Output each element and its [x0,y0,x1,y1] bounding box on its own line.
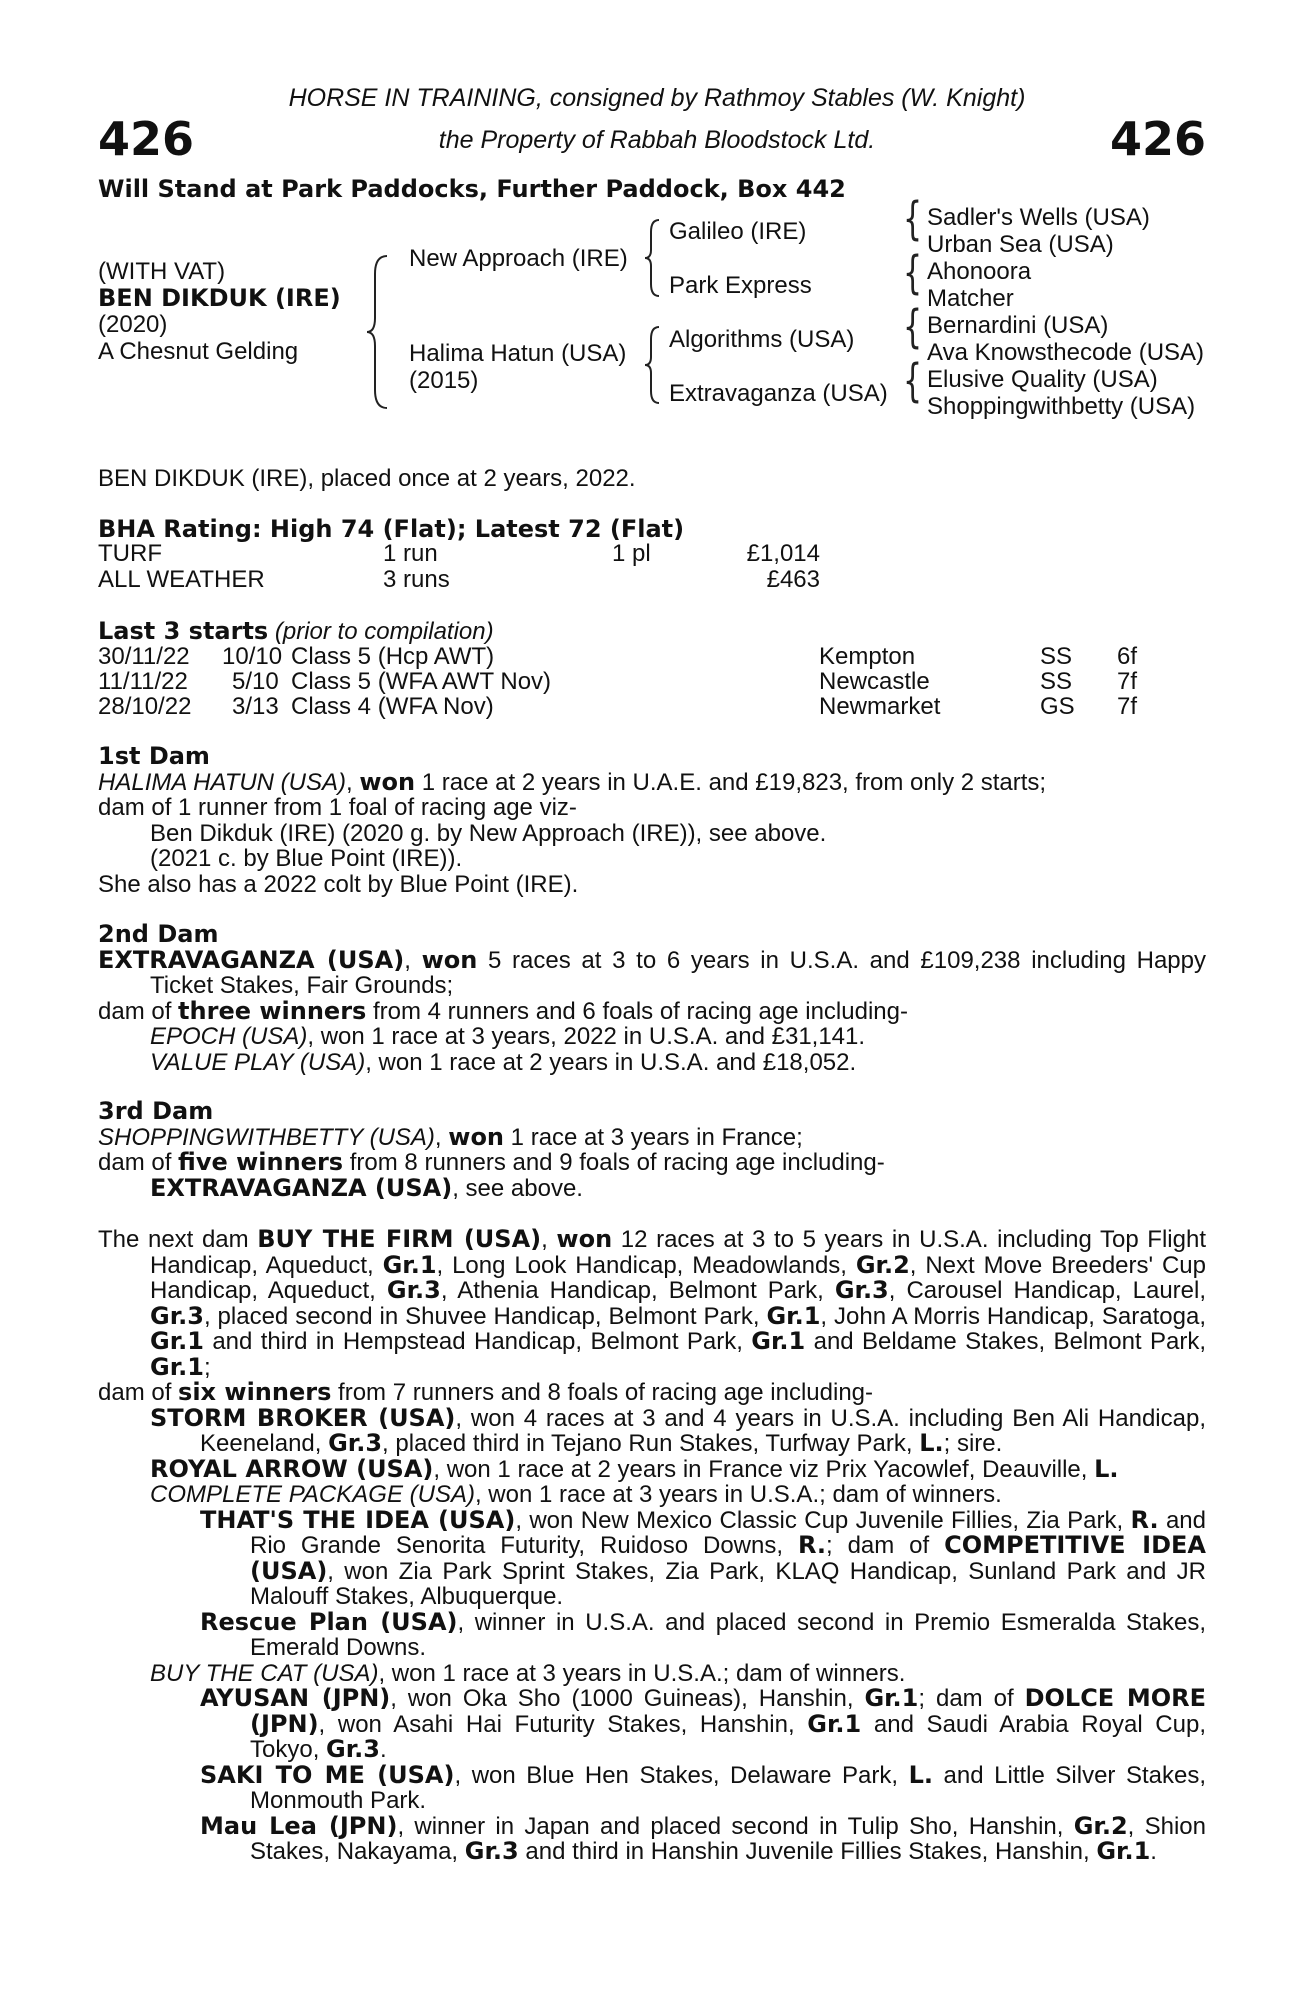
next-dam-produce-summary: dam of six winners from 7 runners and 8 foals of racing age including- [98,1378,874,1406]
vat-note: (WITH VAT) [98,258,226,285]
turf-placed: 1 pl [612,540,651,567]
first-dam-produce-summary: dam of 1 runner from 1 foal of racing age viz- [98,794,577,821]
horse-name: BEN DIKDUK (IRE) [98,284,341,312]
start-position: 10/10 [222,643,283,670]
start-race: Class 5 (Hcp AWT) [291,643,495,670]
start-date: 11/11/22 [98,668,188,695]
progeny-saki-to-me: SAKI TO ME (USA), won Blue Hen Stakes, Delaware Park, L. and Little Silver Stakes, Monmouth Park. [200,1760,1206,1814]
third-dam-name: SHOPPINGWITHBETTY (USA) [98,1123,435,1151]
pedigree-brace-main [365,254,395,410]
start-going: SS [1040,668,1073,695]
start-course: Newcastle [819,668,930,695]
progeny-royal-arrow: ROYAL ARROW (USA), won 1 race at 2 years in France viz Prix Yacowlef, Deauville, L. [150,1454,1119,1483]
first-dam-record: HALIMA HATUN (USA), won 1 race at 2 years in U.A.E. and £19,823, from only 2 starts; [98,767,1047,796]
progeny-buy-the-cat: BUY THE CAT (USA), won 1 race at 3 years in U.S.A.; dam of winners. [150,1659,906,1687]
start-position: 3/13 [232,693,279,720]
lot-number-left: 426 [98,112,195,166]
start-going: SS [1040,643,1073,670]
sire-name: New Approach (IRE) [409,245,628,272]
progeny-mau-lea: Mau Lea (JPN), winner in Japan and placed second in Tulip Sho, Hanshin, Gr.2, Shion Stakes, Nakayama, Gr.3 and third in Hanshin Juvenile Fillies Stakes, Hanshin, Gr.1. [200,1811,1206,1865]
dam-sire-dam: Ava Knowsthecode (USA) [927,339,1205,366]
start-position: 5/10 [232,668,279,695]
aw-earnings: £463 [766,566,820,593]
sire-dam-dam: Matcher [927,285,1014,312]
turf-runs: 1 run [383,540,438,567]
sire-dam-name: Park Express [669,272,812,299]
start-distance: 7f [1117,668,1138,695]
progeny-ayusan: AYUSAN (JPN), won Oka Sho (1000 Guineas), Hanshin, Gr.1; dam of DOLCE MORE (JPN), won Asahi Hai Futurity Stakes, Hanshin, Gr.1 and Saudi Arabia Royal Cup, Tokyo, Gr.3. [200,1684,1206,1763]
turf-surface: TURF [98,540,162,567]
sire-sire-name: Galileo (IRE) [669,218,807,245]
sire-sire-dam: Urban Sea (USA) [927,231,1114,258]
dam-year: (2015) [409,367,479,394]
first-dam-name: HALIMA HATUN (USA) [98,768,347,796]
last-starts-title: Last 3 starts [98,617,269,645]
progeny-storm-broker: STORM BROKER (USA), won 4 races at 3 and 4 years in U.S.A. including Ben Ali Handicap, Keeneland, Gr.3, placed third in Tejano Run Stakes, Turfway Park, L.; sire. [150,1403,1206,1457]
second-dam-heading: 2nd Dam [98,920,219,948]
progeny-rescue-plan: Rescue Plan (USA), winner in U.S.A. and placed second in Premio Esmeralda Stakes, Emerald Downs. [200,1607,1207,1661]
dam-dam-name: Extravaganza (USA) [669,380,888,407]
dam-dam-sire: Elusive Quality (USA) [927,366,1158,393]
brace-ss: { [903,193,923,246]
next-dam-record: The next dam BUY THE FIRM (USA), won 12 races at 3 to 5 years in U.S.A. including Top Flight Handicap, Aqueduct, Gr.1, Long Look Handicap, Meadowlands, Gr.2, Next Move Breeders' Cup Handicap, Aqueduct, Gr.3, Athenia Handicap, Belmont Park, Gr.3, Carousel Handicap, Laurel, Gr.3, placed second in Shuvee Handicap, Belmont Park, Gr.1, John A Morris Handicap, Saratoga, Gr.1 and third in Hempstead Handicap, Belmont Park, Gr.1 and Beldame Stakes, Belmont Park, Gr.1; [98,1225,1207,1381]
third-dam-progeny: EXTRAVAGANZA (USA), see above. [150,1173,583,1202]
bha-rating-title: BHA Rating: High 74 (Flat); Latest 72 (Flat) [98,515,685,543]
turf-earnings: £1,014 [746,540,820,567]
second-dam-name: EXTRAVAGANZA (USA) [98,945,405,974]
start-date: 28/10/22 [98,693,192,720]
second-dam-progeny: VALUE PLAY (USA), won 1 race at 2 years in U.S.A. and £18,052. [150,1048,857,1076]
next-dam-section [98,1227,1206,1865]
horse-year: (2020) [98,311,168,338]
brace-sd: { [903,247,923,300]
start-distance: 6f [1117,643,1138,670]
dam-sire-sire: Bernardini (USA) [927,312,1109,339]
start-course: Kempton [819,643,916,670]
start-distance: 7f [1117,693,1138,720]
progeny-complete-package: COMPLETE PACKAGE (USA), won 1 race at 3 years in U.S.A.; dam of winners. [150,1481,1002,1508]
third-dam-heading: 3rd Dam [98,1097,214,1125]
third-dam-section [98,1099,1206,1201]
dam-dam-dam: Shoppingwithbetty (USA) [927,393,1196,420]
brace-dd: { [903,355,923,408]
dam-sire-name: Algorithms (USA) [669,326,855,353]
pedigree-brace-sire [643,218,665,298]
brace-ds: { [903,301,923,354]
second-dam-section [98,922,1206,1075]
aw-runs: 3 runs [383,566,450,593]
last-starts-note: (prior to compilation) [274,618,494,645]
lot-number-right: 426 [1109,112,1206,166]
second-dam-record: EXTRAVAGANZA (USA), won 5 races at 3 to 6 years in U.S.A. and £109,238 including Happy Ticket Stakes, Fair Grounds; [98,945,1206,999]
first-dam-heading: 1st Dam [98,742,210,770]
start-race: Class 5 (WFA AWT Nov) [291,668,552,695]
progeny-thats-the-idea: THAT'S THE IDEA (USA), won New Mexico Classic Cup Juvenile Fillies, Zia Park, R. and Rio Grande Senorita Futurity, Ruidoso Downs, R.; dam of COMPETITIVE IDEA (USA), won Zia Park Sprint Stakes, Zia Park, KLAQ Handicap, Sunland Park and JR Malouff Stakes, Albuquerque. [200,1505,1206,1610]
pedigree-brace-dam [643,325,665,405]
start-date: 30/11/22 [98,643,190,670]
second-dam-produce-summary: dam of three winners from 4 runners and 6 foals of racing age including- [98,996,908,1025]
first-dam-progeny: (2021 c. by Blue Point (IRE)). [150,845,463,872]
start-course: Newmarket [819,693,941,720]
sire-dam-sire: Ahonoora [927,258,1032,285]
third-dam-record: SHOPPINGWITHBETTY (USA), won 1 race at 3 years in France; [98,1122,803,1151]
next-dam-name: BUY THE FIRM (USA) [257,1225,542,1253]
first-dam-section [98,744,1206,897]
consignor-line: HORSE IN TRAINING, consigned by Rathmoy Stables (W. Knight) [288,84,1026,112]
second-dam-progeny: EPOCH (USA), won 1 race at 3 years, 2022 in U.S.A. and £31,141. [150,1023,866,1050]
first-dam-progeny: Ben Dikduk (IRE) (2020 g. by New Approach (IRE)), see above. [150,819,827,847]
stand-location: Will Stand at Park Paddocks, Further Paddock, Box 442 [98,175,846,203]
sire-sire-sire: Sadler's Wells (USA) [927,204,1150,231]
horse-description: A Chesnut Gelding [98,338,299,365]
dam-name: Halima Hatun (USA) [409,340,627,367]
aw-surface: ALL WEATHER [98,566,265,593]
racing-summary: BEN DIKDUK (IRE), placed once at 2 years, 2022. [98,465,636,492]
third-dam-produce-summary: dam of five winners from 8 runners and 9 foals of racing age including- [98,1148,885,1176]
last-starts-heading [98,618,494,645]
start-going: GS [1040,693,1075,720]
property-line: the Property of Rabbah Bloodstock Ltd. [438,126,876,154]
start-race: Class 4 (WFA Nov) [291,693,494,720]
first-dam-also: She also has a 2022 colt by Blue Point (IRE). [98,870,579,898]
